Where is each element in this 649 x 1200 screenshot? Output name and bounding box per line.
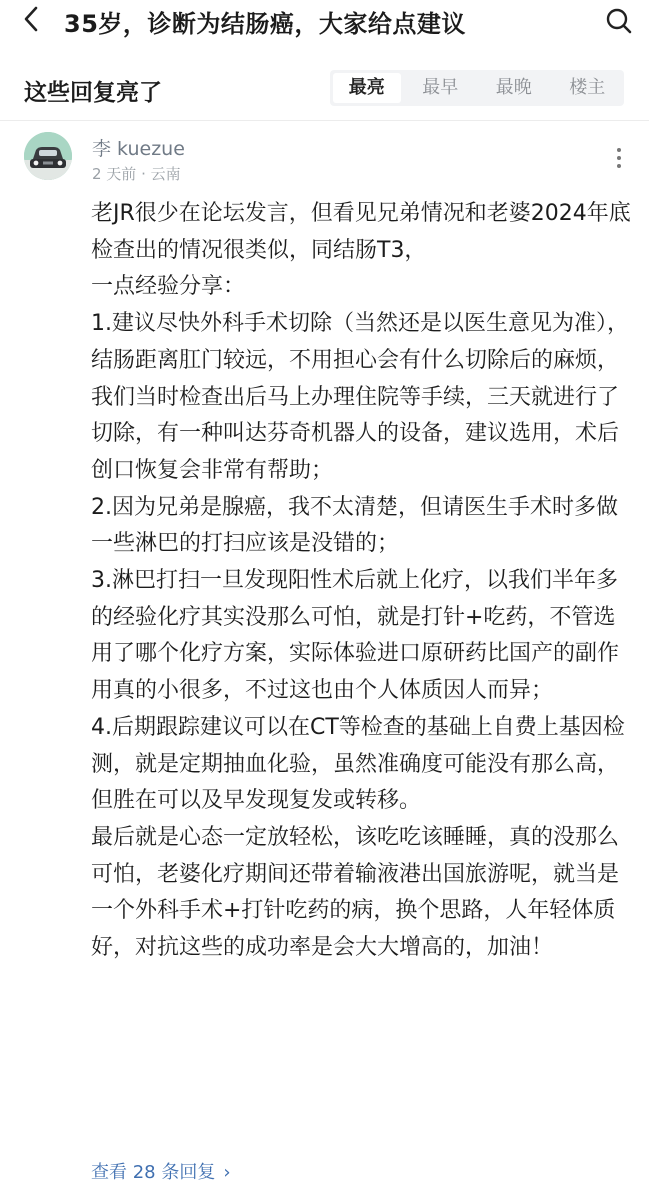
reply-author[interactable]: 李 kuezue	[92, 138, 185, 160]
reply-meta: 2 天前 · 云南	[92, 165, 181, 183]
sort-tabs	[330, 70, 624, 106]
reply-paragraph: 4.后期跟踪建议可以在CT等检查的基础上自费上基因检测，就是定期抽血化验，虽然准确度可能没有那么高，但胜在可以及早发现复发或转移。	[91, 714, 625, 814]
section-title: 这些回复亮了	[24, 80, 162, 106]
avatar[interactable]	[24, 132, 72, 180]
more-options-button[interactable]	[612, 144, 626, 174]
reply-paragraph: 一点经验分享：	[91, 274, 246, 300]
reply-paragraph: 老JR很少在论坛发言，但看见兄弟情况和老婆2024年底检查出的情况很类似，同结肠T3，	[91, 201, 631, 263]
chevron-right-icon: ›	[223, 1162, 231, 1183]
tab-op-only[interactable]: 楼主	[569, 77, 606, 98]
back-button[interactable]	[16, 4, 46, 34]
reply-paragraph: 1.建议尽快外科手术切除（当然还是以医生意见为准），结肠距离肛门较远，不用担心会有什么切除后的麻烦，我们当时检查出后马上办理住院等手续，三天就进行了切除，有一种叫达芬奇机器人的设备，建议选用，术后创口恢复会非常有帮助；	[91, 311, 629, 483]
chevron-left-icon	[23, 6, 39, 32]
reply-content	[91, 196, 631, 967]
search-button[interactable]	[604, 6, 634, 36]
more-vertical-icon	[612, 148, 626, 168]
divider	[0, 120, 649, 121]
page-title: 35岁，诊断为结肠癌，大家给点建议	[64, 10, 466, 38]
reply-paragraph: 3.淋巴打扫一旦发现阳性术后就上化疗，以我们半年多的经验化疗其实没那么可怕，就是打针+吃药，不管选用了哪个化疗方案，实际体验进口原研药比国产的副作用真的小很多，不过这也由个人体质因人而异；	[91, 568, 620, 704]
tab-brightest[interactable]: 最亮	[333, 73, 401, 103]
tab-earliest[interactable]: 最早	[422, 77, 459, 98]
top-bar	[0, 0, 649, 42]
reply-paragraph: 最后就是心态一定放轻松，该吃吃该睡睡，真的没那么可怕，老婆化疗期间还带着输液港出国旅游呢，就当是一个外科手术+打针吃药的病，换个思路，人年轻体质好，对抗这些的成功率是会大大增高的，加油！	[91, 824, 620, 961]
car-avatar-icon	[24, 132, 72, 180]
view-replies-link[interactable]	[91, 1158, 231, 1184]
reply-paragraph: 2.因为兄弟是腺癌，我不太清楚，但请医生手术时多做一些淋巴的打扫应该是没错的；	[91, 494, 618, 557]
tab-latest[interactable]: 最晚	[495, 77, 532, 98]
search-icon	[604, 6, 634, 36]
section-header	[0, 62, 649, 114]
view-replies-label: 查看 28 条回复	[91, 1162, 216, 1183]
